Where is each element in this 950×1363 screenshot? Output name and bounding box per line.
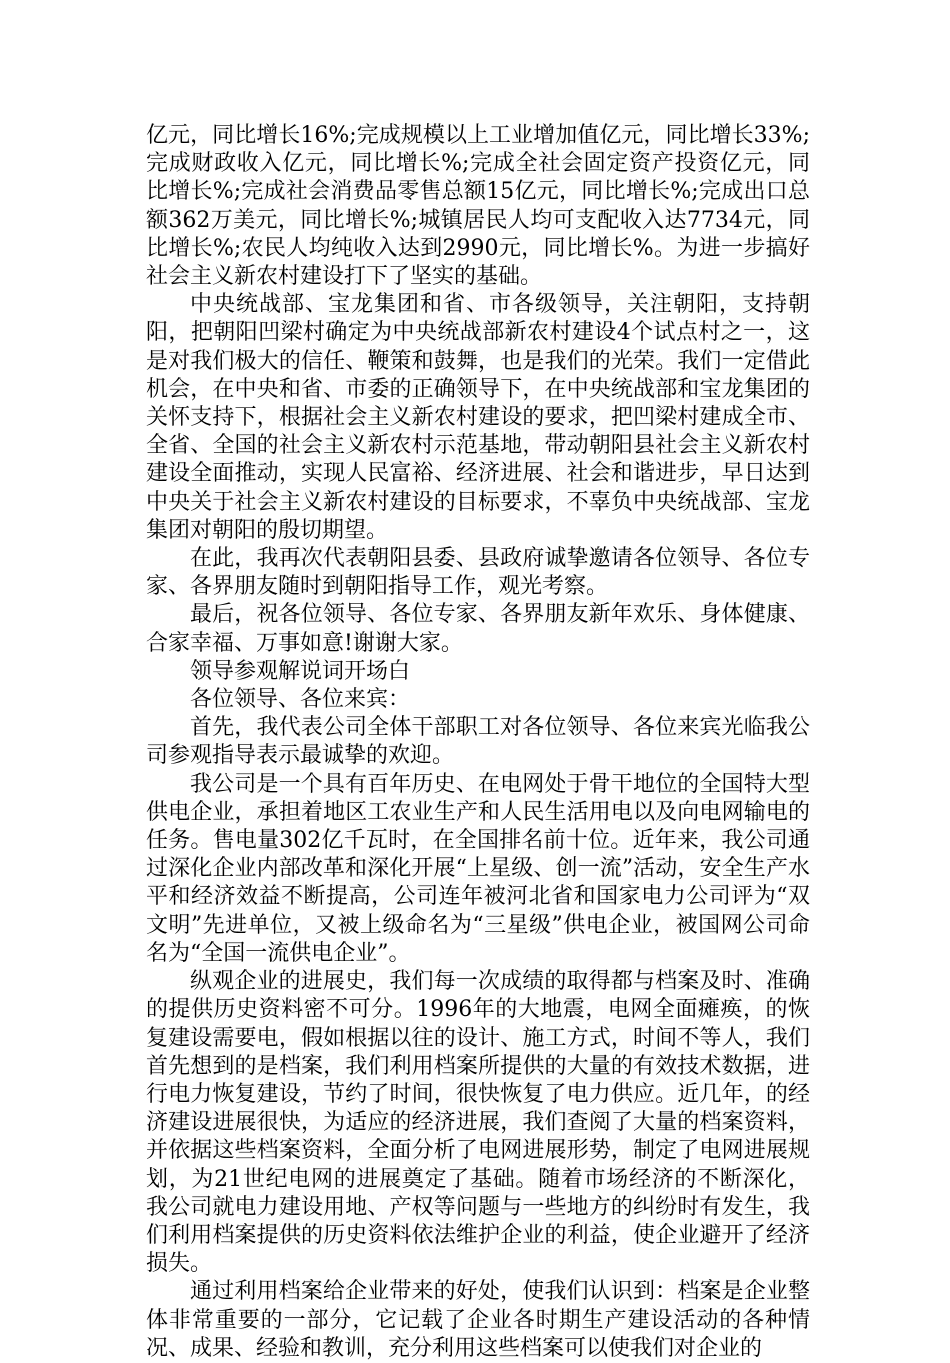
paragraph-salutation: 各位领导、各位来宾： — [190, 687, 411, 713]
paragraph-invitation: 在此，我再次代表朝阳县委、县政府诚挚邀请各位领导、各位专家、各界朋友随时到朝阳指导工作，观光考察。 — [146, 546, 810, 600]
paragraph-company-intro: 我公司是一个具有百年历史、在电网处于骨干地位的全国特大型供电企业，承担着地区工农业生产和人民生活用电以及向电网输电的任务。售电量302亿千瓦时，在全国排名前十位。近年来，我公司通过深化企业内部改革和深化开展“上星级、创一流”活动，安全生产水平和经济效益不断提高，公司连年被河北省和国家电力公司评为“双文明”先进单位，又被上级命名为“三星级”供电企业，被国网公司命名为“全国一流供电企业”。 — [146, 771, 810, 966]
paragraph-archive-value: 通过利用档案给企业带来的好处，使我们认识到：档案是企业整体非常重要的一部分，它记载了企业各时期生产建设活动的各种情况、成果、经验和教训，充分利用这些档案可以使我们对企业的 — [146, 1279, 810, 1361]
section-heading: 领导参观解说词开场白 — [190, 658, 411, 684]
paragraph-pilot-village: 中央统战部、宝龙集团和省、市各级领导，关注朝阳，支持朝阳，把朝阳凹梁村确定为中央统战部新农村建设4个试点村之一，这是对我们极大的信任、鞭策和鼓舞，也是我们的光荣。我们一定借此机会，在中央和省、市委的正确领导下，在中央统战部和宝龙集团的关怀支持下，根据社会主义新农村建设的要求，把凹梁村建成全市、全省、全国的社会主义新农村示范基地，带动朝阳县社会主义新农村建设全面推动，实现人民富裕、经济进展、社会和谐进步，早日达到中央关于社会主义新农村建设的目标要求，不辜负中央统战部、宝龙集团对朝阳的殷切期望。 — [146, 292, 810, 543]
paragraph-archive-history: 纵观企业的进展史，我们每一次成绩的取得都与档案及时、准确的提供历史资料密不可分。1996年的大地震，电网全面瘫痪，的恢复建设需要电，假如根据以往的设计、施工方式，时间不等人，我们首先想到的是档案，我们利用档案所提供的大量的有效技术数据，进行电力恢复建设，节约了时间，很快恢复了电力供应。近几年，的经济建设进展很快，为适应的经济进展，我们查阅了大量的档案资料，并依据这些档案资料，全面分析了电网进展形势，制定了电网进展规划，为21世纪电网的进展奠定了基础。随着市场经济的不断深化，我公司就电力建设用地、产权等问题与一些地方的纠纷时有发生，我们利用档案提供的历史资料依法维护企业的利益，使企业避开了经济损失。 — [146, 969, 810, 1277]
paragraph-welcome: 首先，我代表公司全体干部职工对各位领导、各位来宾光临我公司参观指导表示最诚挚的欢迎。 — [146, 715, 810, 769]
paragraph-statistics: 亿元，同比增长16%;完成规模以上工业增加值亿元，同比增长33%;完成财政收入亿元，同比增长%;完成全社会固定资产投资亿元，同比增长%;完成社会消费品零售总额15亿元，同比增长%;完成出口总额362万美元，同比增长%;城镇居民人均可支配收入达7734元，同比增长%;农民人均纯收入达到2990元，同比增长%。为进一步搞好社会主义新农村建设打下了坚实的基础。 — [146, 123, 810, 290]
document-body — [146, 122, 810, 1363]
paragraph-closing-wishes: 最后，祝各位领导、各位专家、各界朋友新年欢乐、身体健康、合家幸福、万事如意!谢谢大家。 — [146, 602, 810, 656]
